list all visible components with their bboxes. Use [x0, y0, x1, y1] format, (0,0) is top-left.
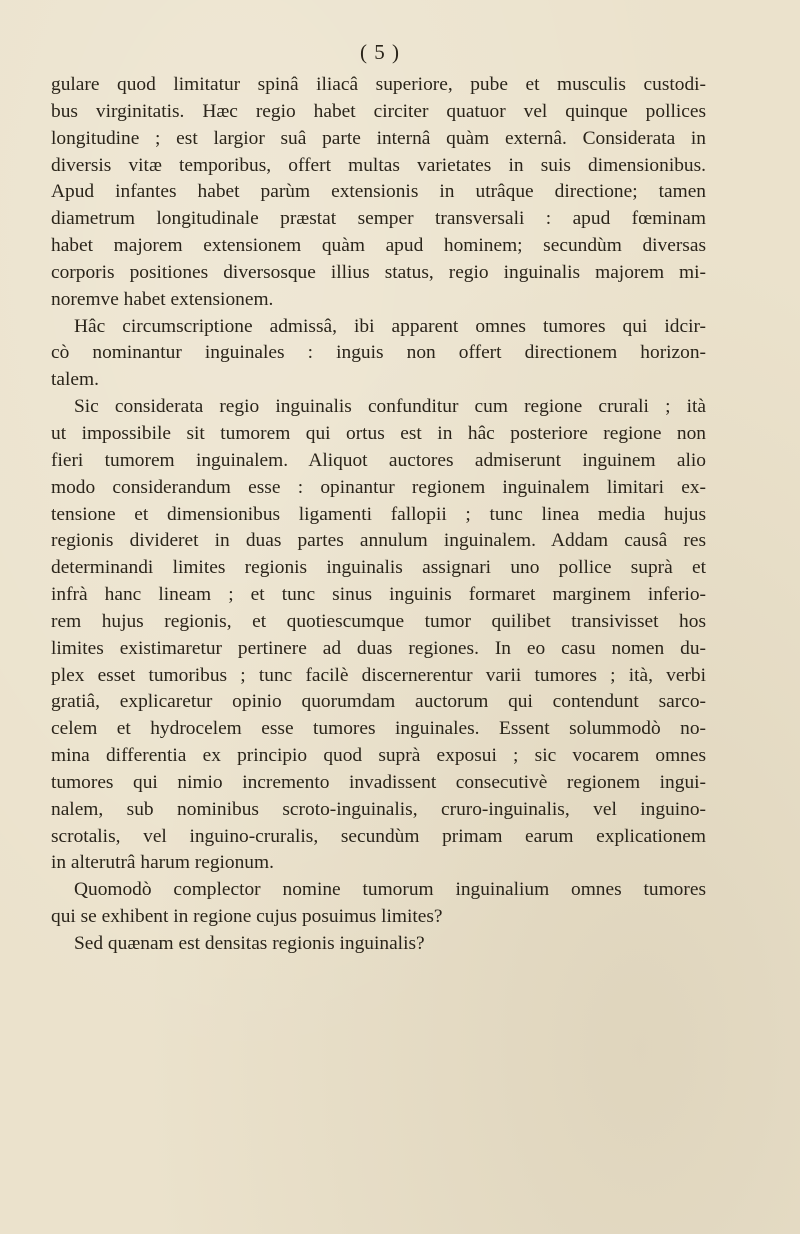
text-line: noremve habet extensionem. [51, 288, 274, 310]
text-line: Sic considerata regio inguinalis confunditur cum regione crurali ; ità [74, 396, 706, 418]
text-line: plex esset tumoribus ; tunc facilè discernerentur varii tumores ; ità, verbi [51, 664, 706, 686]
text-line: habet majorem extensionem quàm apud hominem; secundùm diversas [51, 235, 706, 257]
text-line: scrotalis, vel inguino-cruralis, secundùm primam earum explicationem [51, 825, 706, 847]
text-line: nalem, sub nominibus scroto-inguinalis, cruro-inguinalis, vel inguino- [51, 798, 706, 820]
text-line: celem et hydrocelem esse tumores inguinales. Essent solummodò no- [51, 718, 706, 740]
text-line: longitudine ; est largior suâ parte internâ quàm externâ. Considerata in [51, 127, 706, 149]
text-line: bus virginitatis. Hæc regio habet circiter quatuor vel quinque pollices [51, 100, 706, 122]
text-line: ut impossibile sit tumorem qui ortus est in hâc posteriore regione non [51, 422, 706, 444]
text-line: diversis vitæ temporibus, offert multas varietates in suis dimensionibus. [51, 154, 706, 176]
page-number: ( 5 ) [360, 40, 400, 64]
text-line: mina differentia ex principio quod suprà exposui ; sic vocarem omnes [51, 745, 706, 767]
text-line: modo considerandum esse : opinantur regionem inguinalem limitari ex- [51, 476, 706, 498]
text-line: Apud infantes habet parùm extensionis in utrâque directione; tamen [51, 181, 706, 203]
text-line: Hâc circumscriptione admissâ, ibi apparent omnes tumores qui idcir- [74, 315, 706, 337]
text-line: determinandi limites regionis inguinalis assignari uno pollice suprà et [51, 557, 706, 579]
text-line: Quomodò complector nomine tumorum inguinalium omnes tumores [74, 879, 706, 901]
body-text [51, 72, 706, 958]
text-line: tumores qui nimio incremento invadissent consecutivè regionem ingui- [51, 771, 706, 793]
text-line: regionis divideret in duas partes annulum inguinalem. Addam causâ res [51, 530, 706, 552]
text-line: tensione et dimensionibus ligamenti fallopii ; tunc linea media hujus [51, 503, 706, 525]
text-line: limites existimaretur pertinere ad duas regiones. In eo casu nomen du- [51, 637, 706, 659]
text-line: gulare quod limitatur spinâ iliacâ superiore, pube et musculis custodi- [51, 74, 706, 95]
text-line: diametrum longitudinale præstat semper transversali : apud fœminam [51, 208, 706, 230]
text-line: gratiâ, explicaretur opinio quorumdam auctorum qui contendunt sarco- [51, 691, 706, 713]
text-line: talem. [51, 369, 99, 391]
text-line: rem hujus regionis, et quotiescumque tumor quilibet transivisset hos [51, 610, 706, 632]
text-line: Sed quænam est densitas regionis inguinalis? [74, 933, 425, 954]
text-line: infrà hanc lineam ; et tunc sinus inguinis formaret marginem inferio- [51, 584, 706, 606]
text-line: corporis positiones diversosque illius status, regio inguinalis majorem mi- [51, 261, 706, 283]
text-line: in alterutrâ harum regionum. [51, 852, 274, 874]
text-line: fieri tumorem inguinalem. Aliquot auctores admiserunt inguinem alio [51, 449, 706, 471]
text-line: cò nominantur inguinales : inguis non offert directionem horizon- [51, 342, 706, 364]
text-line: qui se exhibent in regione cujus posuimus limites? [51, 906, 443, 928]
